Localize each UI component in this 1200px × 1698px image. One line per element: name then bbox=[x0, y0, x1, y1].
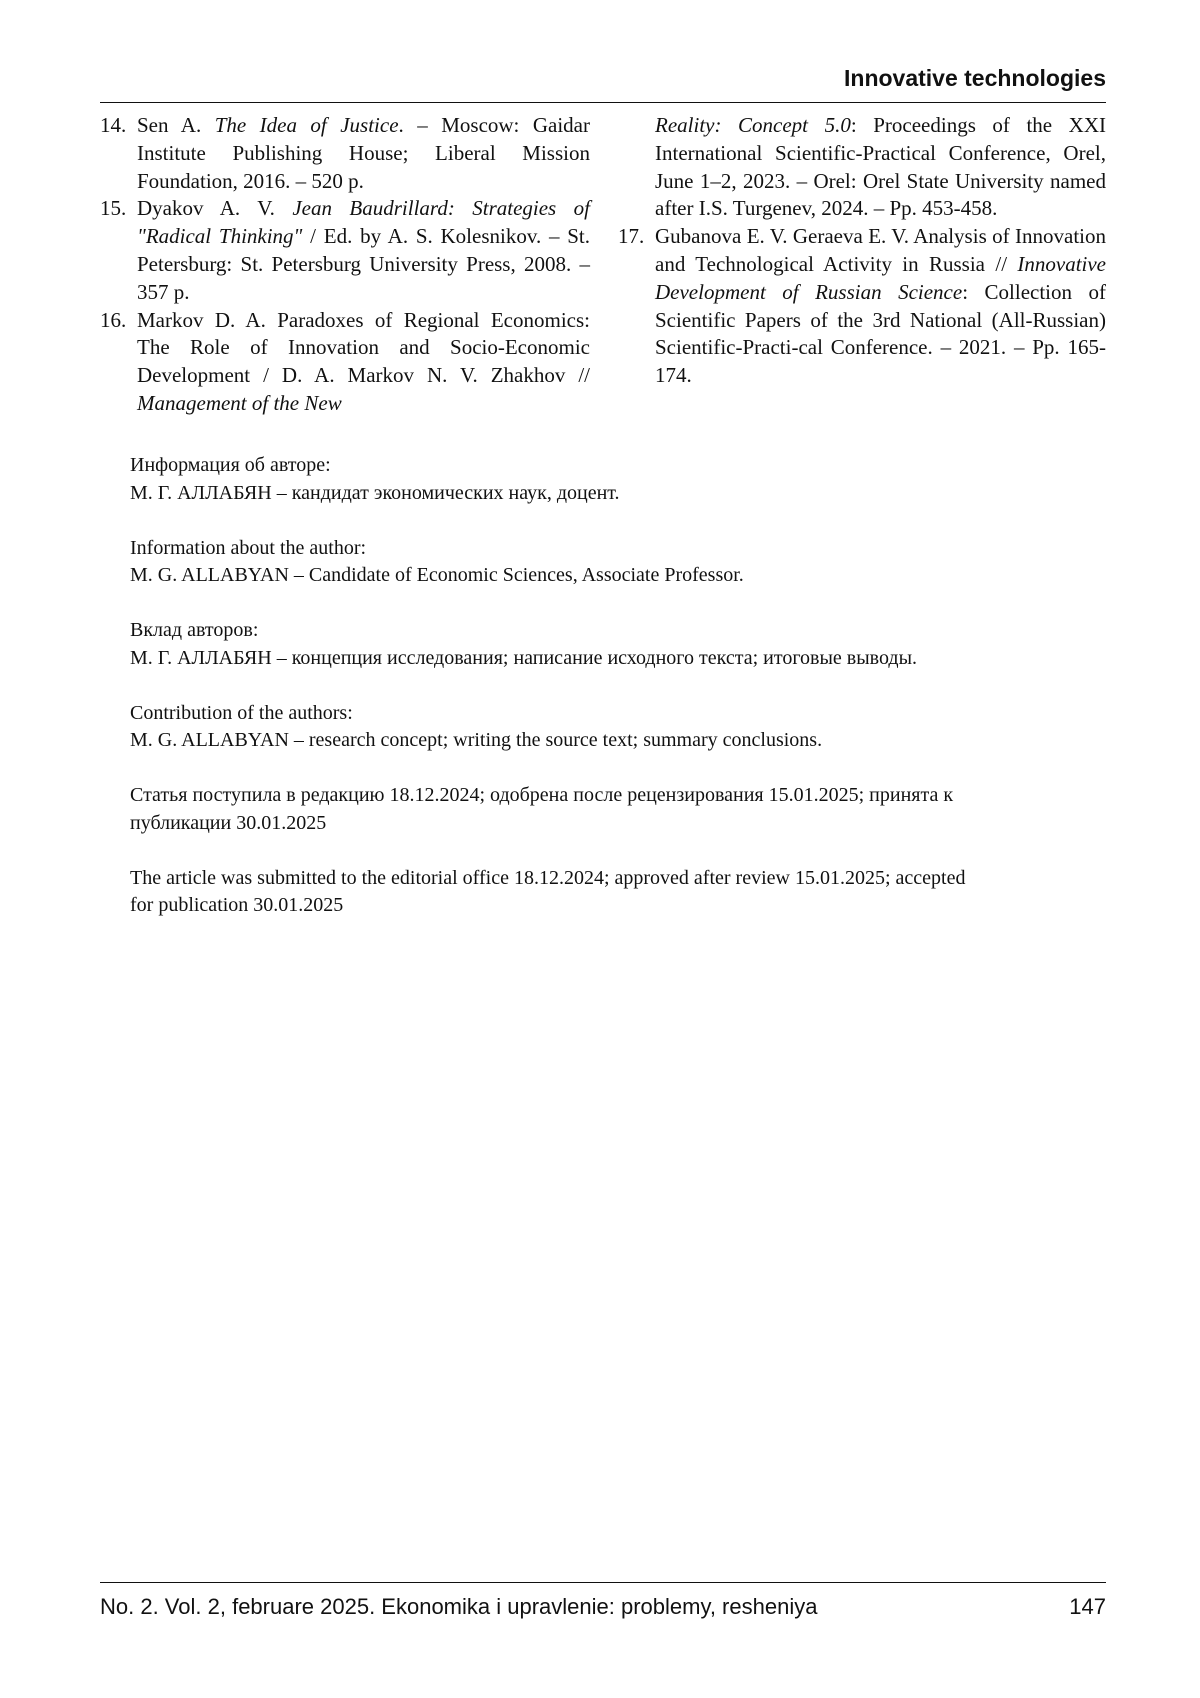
reference-number: 15. bbox=[100, 195, 126, 223]
reference-authors: Gubanova E. V. Geraeva E. V. Analysis of Innovation and Technological Activity in Russia // bbox=[655, 224, 1106, 276]
author-info-ru-heading: Информация об авторе: bbox=[130, 452, 1090, 480]
reference-details: : Proceedings of the XXI International Scientific-Practical Conference, Orel, June 1–2, 2023. – Orel: Orel State University named after I.S. Turgenev, 2024. – Pp. 453-458. bbox=[655, 113, 1106, 220]
reference-authors: Dyakov A. V. bbox=[137, 196, 292, 220]
reference-title-part-2: Reality: Concept 5.0 bbox=[655, 113, 851, 137]
article-dates-ru-line-2: публикации 30.01.2025 bbox=[130, 810, 1090, 838]
reference-details: : Collection of Scientific Papers of the 3rd National (All-Russian) Scientific-Practi-cal Conference. – 2021. – Pp. 165-174. bbox=[655, 280, 1106, 387]
author-info-ru-text: М. Г. АЛЛАБЯН – кандидат экономических наук, доцент. bbox=[130, 480, 1090, 508]
journal-citation: No. 2. Vol. 2, februare 2025. Ekonomika i upravlenie: problemy, resheniya bbox=[100, 1592, 817, 1622]
reference-16-continued bbox=[618, 112, 1106, 223]
reference-title: Innovative Development of Russian Science bbox=[655, 252, 1106, 304]
article-dates-en bbox=[130, 865, 1090, 920]
reference-16 bbox=[100, 307, 590, 418]
contribution-ru bbox=[130, 617, 1090, 672]
article-dates-ru bbox=[130, 782, 1090, 837]
header-rule bbox=[100, 102, 1106, 103]
reference-title: The Idea of Justice bbox=[215, 113, 399, 137]
running-head-section-title: Innovative technologies bbox=[100, 64, 1106, 92]
page-number: 147 bbox=[1069, 1592, 1106, 1622]
references-right-column bbox=[618, 112, 1106, 390]
author-info-en bbox=[130, 535, 1090, 590]
contribution-ru-heading: Вклад авторов: bbox=[130, 617, 1090, 645]
article-dates-en-line-1: The article was submitted to the editorial office 18.12.2024; approved after review 15.01.2025; accepted bbox=[130, 865, 1090, 893]
article-metadata bbox=[130, 452, 1090, 947]
contribution-en bbox=[130, 700, 1090, 755]
article-dates-en-line-2: for publication 30.01.2025 bbox=[130, 892, 1090, 920]
reference-15 bbox=[100, 195, 590, 306]
references-left-column bbox=[100, 112, 590, 418]
reference-title-part-1: Management of the New bbox=[137, 391, 342, 415]
reference-authors: Markov D. A. Paradoxes of Regional Economics: The Role of Innovation and Socio-Economic Development / D. A. Markov N. V. Zhakhov // bbox=[137, 308, 590, 388]
reference-17 bbox=[618, 223, 1106, 390]
author-info-en-text: M. G. ALLABYAN – Candidate of Economic Sciences, Associate Professor. bbox=[130, 562, 1090, 590]
author-info-en-heading: Information about the author: bbox=[130, 535, 1090, 563]
contribution-ru-text: М. Г. АЛЛАБЯН – концепция исследования; написание исходного текста; итоговые выводы. bbox=[130, 645, 1090, 673]
author-info-ru bbox=[130, 452, 1090, 507]
reference-title: Jean Baudrillard: Strategies of "Radical Thinking" bbox=[137, 196, 590, 248]
contribution-en-heading: Contribution of the authors: bbox=[130, 700, 1090, 728]
reference-details: . – Moscow: Gaidar Institute Publishing House; Liberal Mission Foundation, 2016. – 520 p. bbox=[137, 113, 590, 193]
reference-14 bbox=[100, 112, 590, 195]
reference-details: / Ed. by A. S. Kolesnikov. – St. Petersburg: St. Petersburg University Press, 2008. – 357 p. bbox=[137, 224, 590, 304]
article-dates-ru-line-1: Статья поступила в редакцию 18.12.2024; одобрена после рецензирования 15.01.2025; принята к bbox=[130, 782, 1090, 810]
footer-rule bbox=[100, 1582, 1106, 1583]
reference-number: 17. bbox=[618, 223, 644, 251]
contribution-en-text: M. G. ALLABYAN – research concept; writing the source text; summary conclusions. bbox=[130, 727, 1090, 755]
reference-number: 14. bbox=[100, 112, 126, 140]
reference-authors: Sen A. bbox=[137, 113, 215, 137]
reference-number: 16. bbox=[100, 307, 126, 335]
